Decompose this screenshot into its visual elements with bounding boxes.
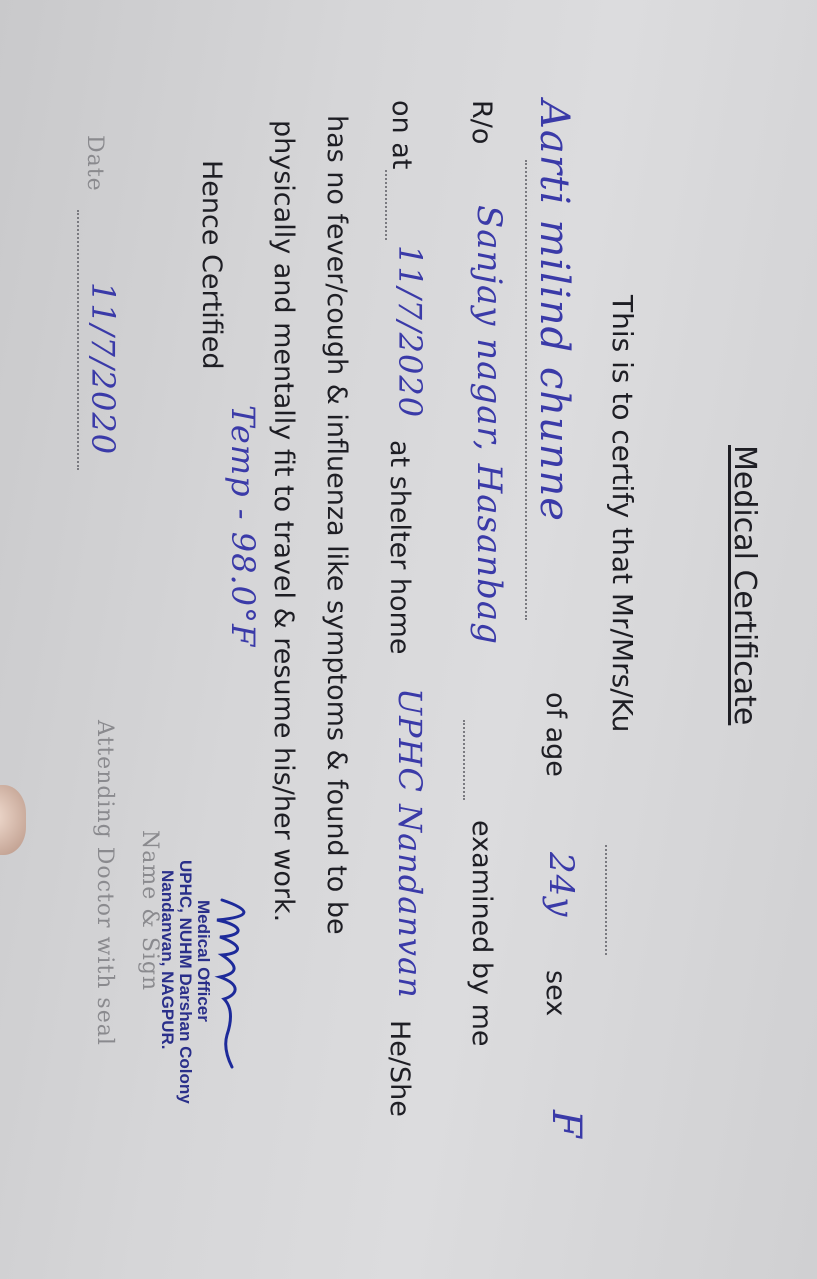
examined-text: examined by me (466, 820, 497, 1047)
patient-name-handwritten: Aarti milind chunne (531, 100, 577, 522)
attending-doctor-label: Attending Doctor with seal (92, 720, 117, 1046)
sex-label: sex (540, 970, 571, 1017)
name-sign-label: Name & Sign (137, 830, 162, 992)
doctor-signature (202, 895, 262, 1075)
stamp-line-1: Medical Officer (194, 900, 213, 1022)
date-dotted-line (77, 210, 79, 470)
name-dotted-line (605, 845, 607, 955)
certificate-title: Medical Certificate (727, 445, 762, 726)
on-at-label: on at (386, 100, 417, 170)
on-at-dotted-line (385, 170, 387, 240)
he-she-text: He/She (384, 1020, 415, 1117)
exam-date-handwritten: 11/7/2020 (391, 245, 429, 419)
address-dotted-line (463, 720, 465, 800)
shelter-home-text: at shelter home (384, 440, 415, 655)
ro-label: R/o (466, 100, 497, 145)
name-line-dots (525, 160, 527, 620)
date-label: Date (82, 135, 107, 192)
temperature-note: Temp - 98.0°F (224, 405, 262, 648)
fitness-line: physically and mentally fit to travel & resume his/her work. (268, 120, 299, 923)
symptoms-line: has no fever/cough & influenza like symptoms & found to be (321, 115, 352, 935)
certify-line-prefix: This is to certify that Mr/Mrs/Ku (606, 295, 639, 733)
age-value-handwritten: 24y (541, 852, 581, 918)
age-label: of age (540, 692, 571, 777)
date-value-handwritten: 11/7/2020 (84, 282, 122, 456)
stamp-line-3: Nandanvan, NAGPUR. (158, 870, 177, 1050)
address-handwritten: Sanjay nagar, Hasanbag (469, 205, 509, 645)
sex-value-handwritten: F (543, 1110, 589, 1139)
stamp-line-2: UPHC, NUHM Darshan Colony (176, 860, 195, 1104)
hence-certified-text: Hence Certified (196, 160, 227, 370)
place-handwritten: UPHC Nandanvan (391, 688, 429, 999)
